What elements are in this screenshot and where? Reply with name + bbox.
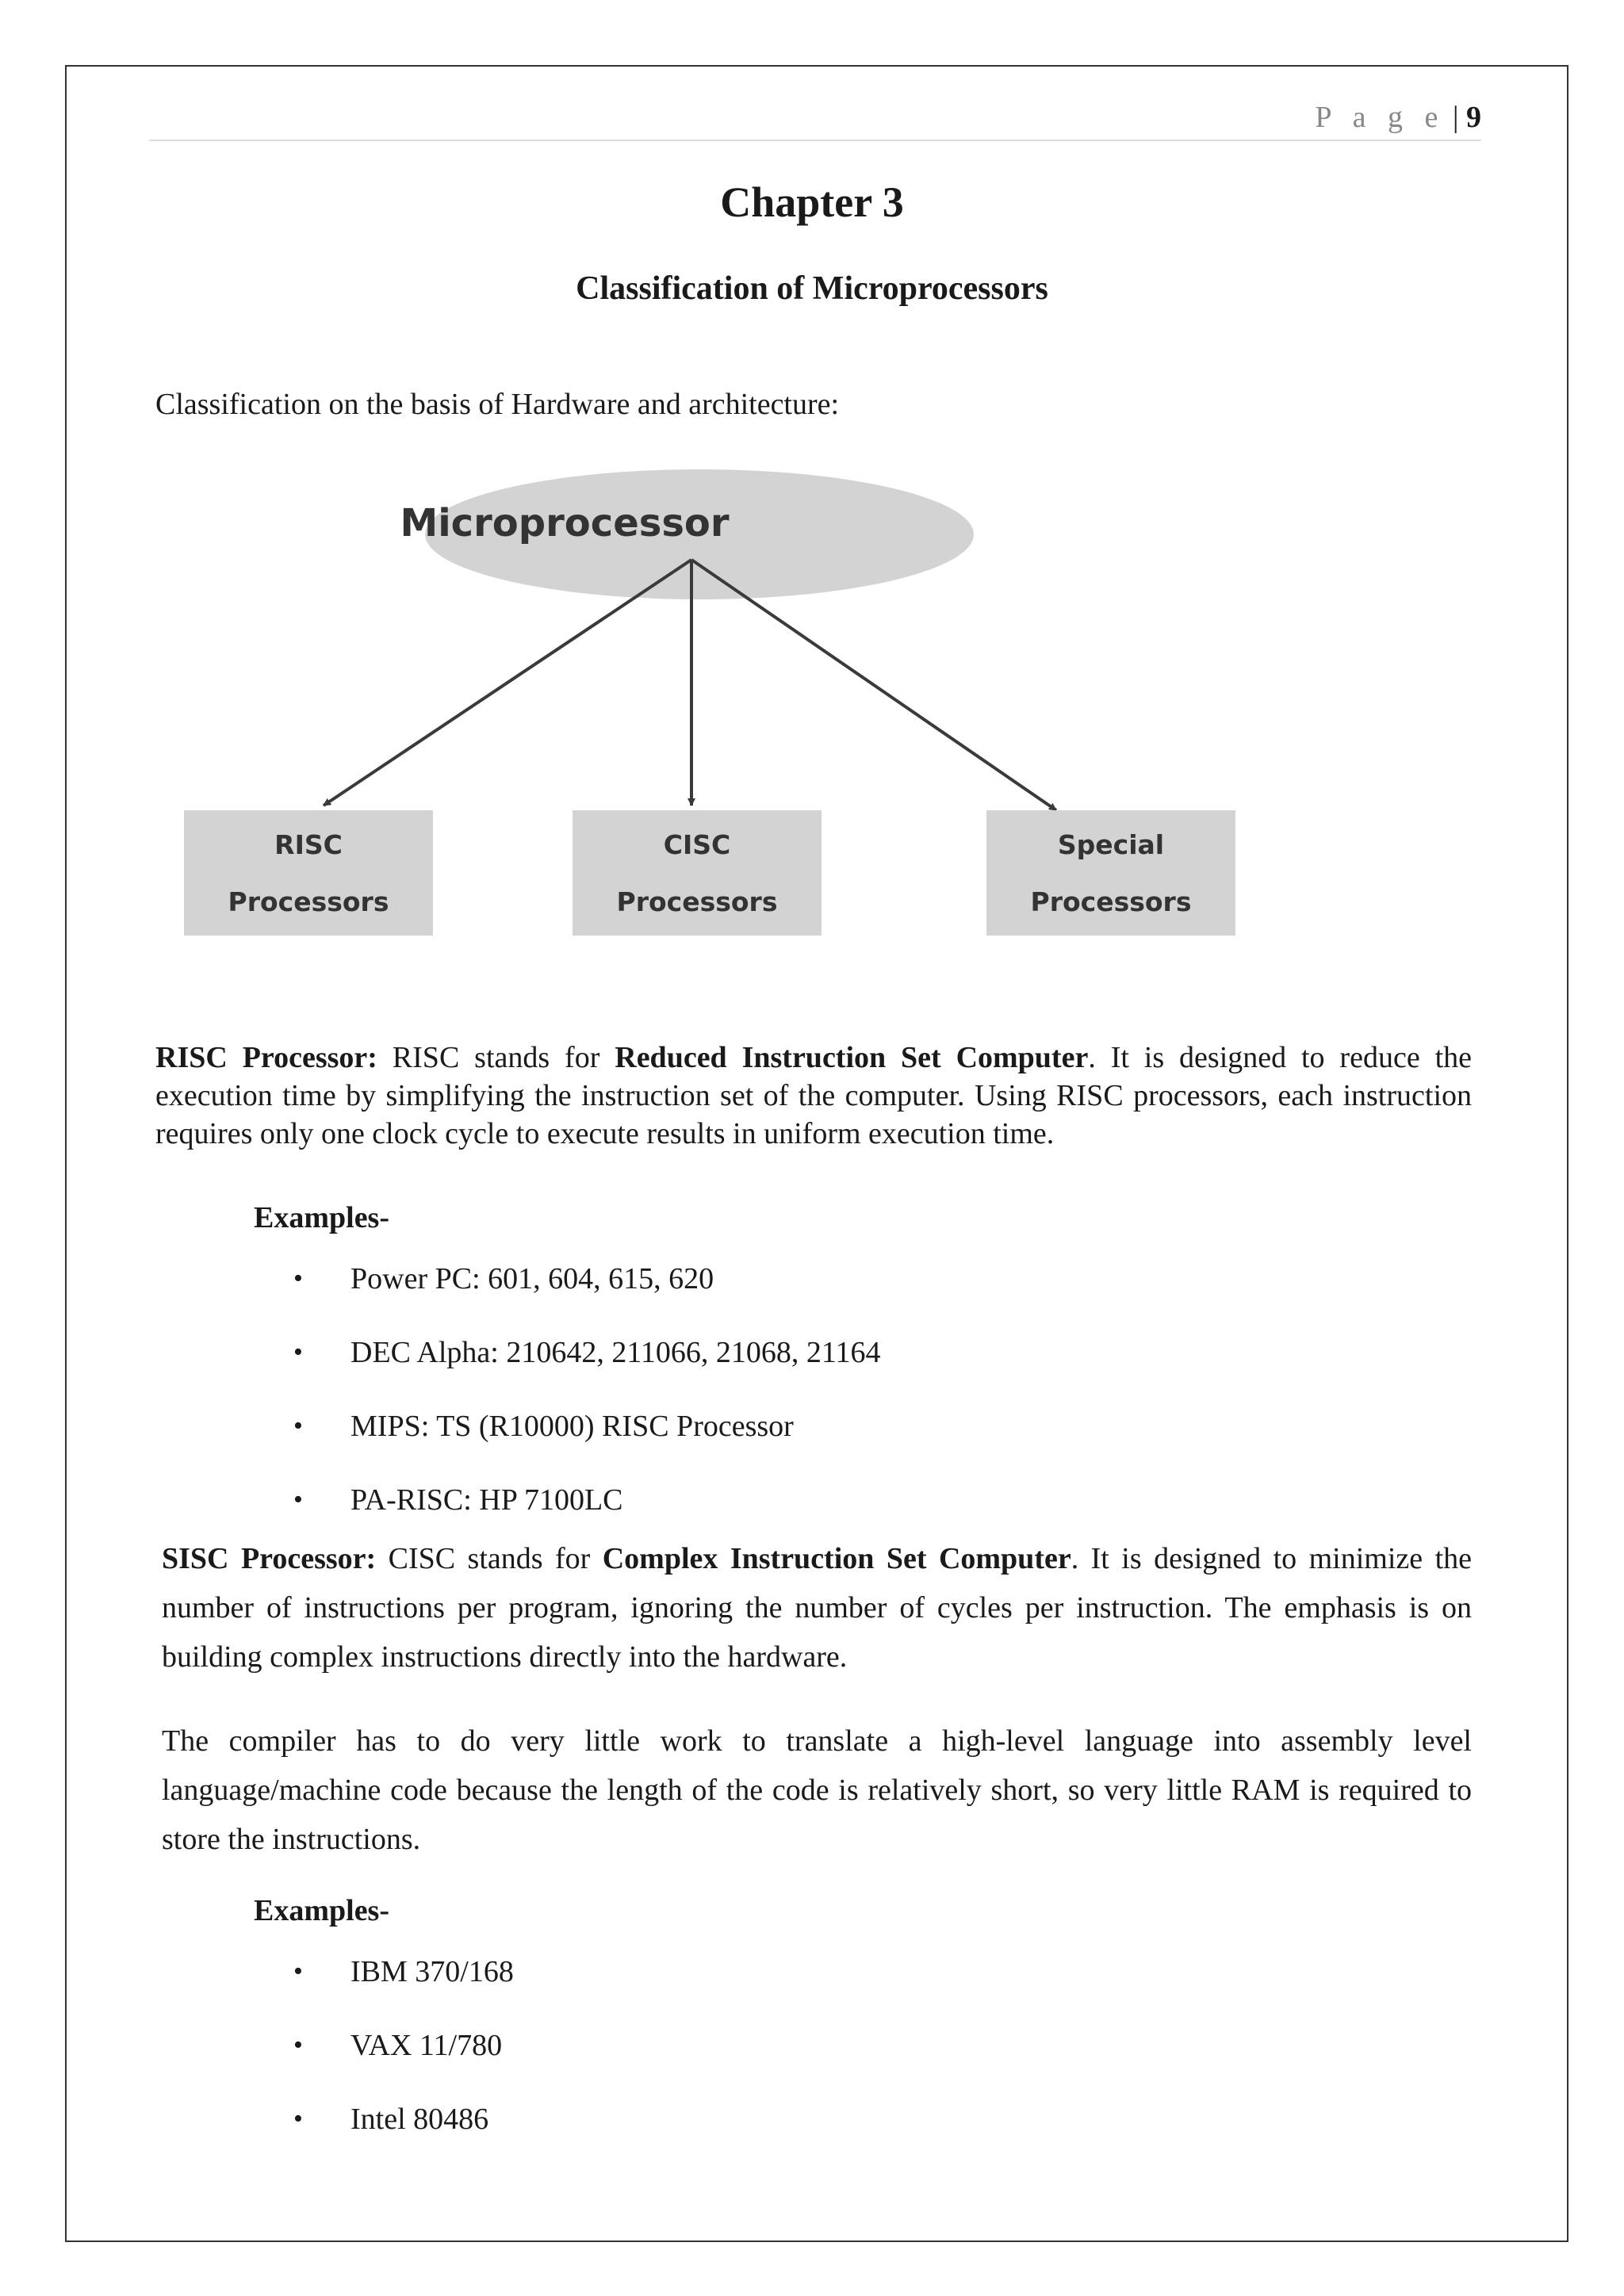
cisc-node-line1: CISC	[663, 829, 731, 860]
risc-node-line1: RISC	[274, 829, 343, 860]
cisc-example-text: Intel 80486	[350, 2103, 489, 2136]
special-node-line1: Special	[1057, 829, 1165, 860]
page-label: P a g e	[1315, 101, 1446, 134]
cisc-examples-label: Examples-	[254, 1894, 389, 1927]
arrow-to-risc	[324, 560, 691, 806]
bullet-dot-icon: •	[293, 1337, 303, 1367]
cisc-text-a: CISC stands for	[376, 1542, 603, 1575]
risc-example-text: MIPS: TS (R10000) RISC Processor	[350, 1410, 794, 1443]
page-number: 9	[1466, 101, 1481, 134]
bullet-dot-icon: •	[293, 2104, 303, 2133]
cisc-label: SISC Processor:	[162, 1542, 377, 1575]
root-node-label: Microprocessor	[400, 501, 730, 545]
risc-example-text: DEC Alpha: 210642, 211066, 21068, 21164	[350, 1336, 881, 1369]
section-title: Classification of Microprocessors	[576, 270, 1048, 307]
risc-example-text: PA-RISC: HP 7100LC	[350, 1483, 623, 1517]
cisc-example-text: VAX 11/780	[350, 2029, 503, 2062]
risc-node-line2: Processors	[228, 886, 389, 917]
risc-examples-label: Examples-	[254, 1201, 389, 1234]
risc-paragraph	[155, 1039, 1472, 1153]
bullet-dot-icon: •	[293, 1957, 303, 1986]
intro-text: Classification on the basis of Hardware and architecture:	[155, 388, 840, 421]
special-node-label	[986, 817, 1235, 931]
cisc-text-b: . It is designed to minimize the number of instructions per program, ignoring the number of cycles per instruction. The emphasis is on building complex instructions directly into the hardware.	[162, 1542, 1472, 1674]
risc-term: Reduced Instruction Set Computer	[615, 1041, 1089, 1074]
cisc-node-line2: Processors	[616, 886, 778, 917]
cisc-example-text: IBM 370/168	[350, 1955, 514, 1988]
cisc-term: Complex Instruction Set Computer	[602, 1542, 1071, 1575]
cisc-node-label	[573, 817, 822, 931]
risc-example-text: Power PC: 601, 604, 615, 620	[350, 1262, 714, 1295]
chapter-title: Chapter 3	[720, 178, 904, 226]
page-header	[149, 94, 1481, 141]
classification-diagram	[159, 434, 1269, 958]
risc-text-a: RISC stands for	[377, 1041, 615, 1074]
page-separator: |	[1445, 101, 1466, 134]
risc-node-label	[184, 817, 433, 931]
bullet-dot-icon: •	[293, 1485, 303, 1514]
arrow-to-special	[691, 560, 1056, 810]
cisc-paragraph	[162, 1534, 1472, 1682]
bullet-dot-icon: •	[293, 1411, 303, 1441]
risc-label: RISC Processor:	[155, 1041, 377, 1074]
special-node-line2: Processors	[1030, 886, 1192, 917]
risc-text-b: . It is designed to reduce the execution time by simplifying the instruction set of the computer. Using RISC processors, each instruction requires only one clock cycle to execute results in uniform execution time.	[155, 1041, 1472, 1150]
bullet-dot-icon: •	[293, 2030, 303, 2060]
bullet-dot-icon: •	[293, 1264, 303, 1293]
compiler-paragraph: The compiler has to do very little work to translate a high-level language into assembly level language/machine code because the length of the code is relatively short, so very little RAM is required to store the instructions.	[162, 1724, 1472, 1856]
